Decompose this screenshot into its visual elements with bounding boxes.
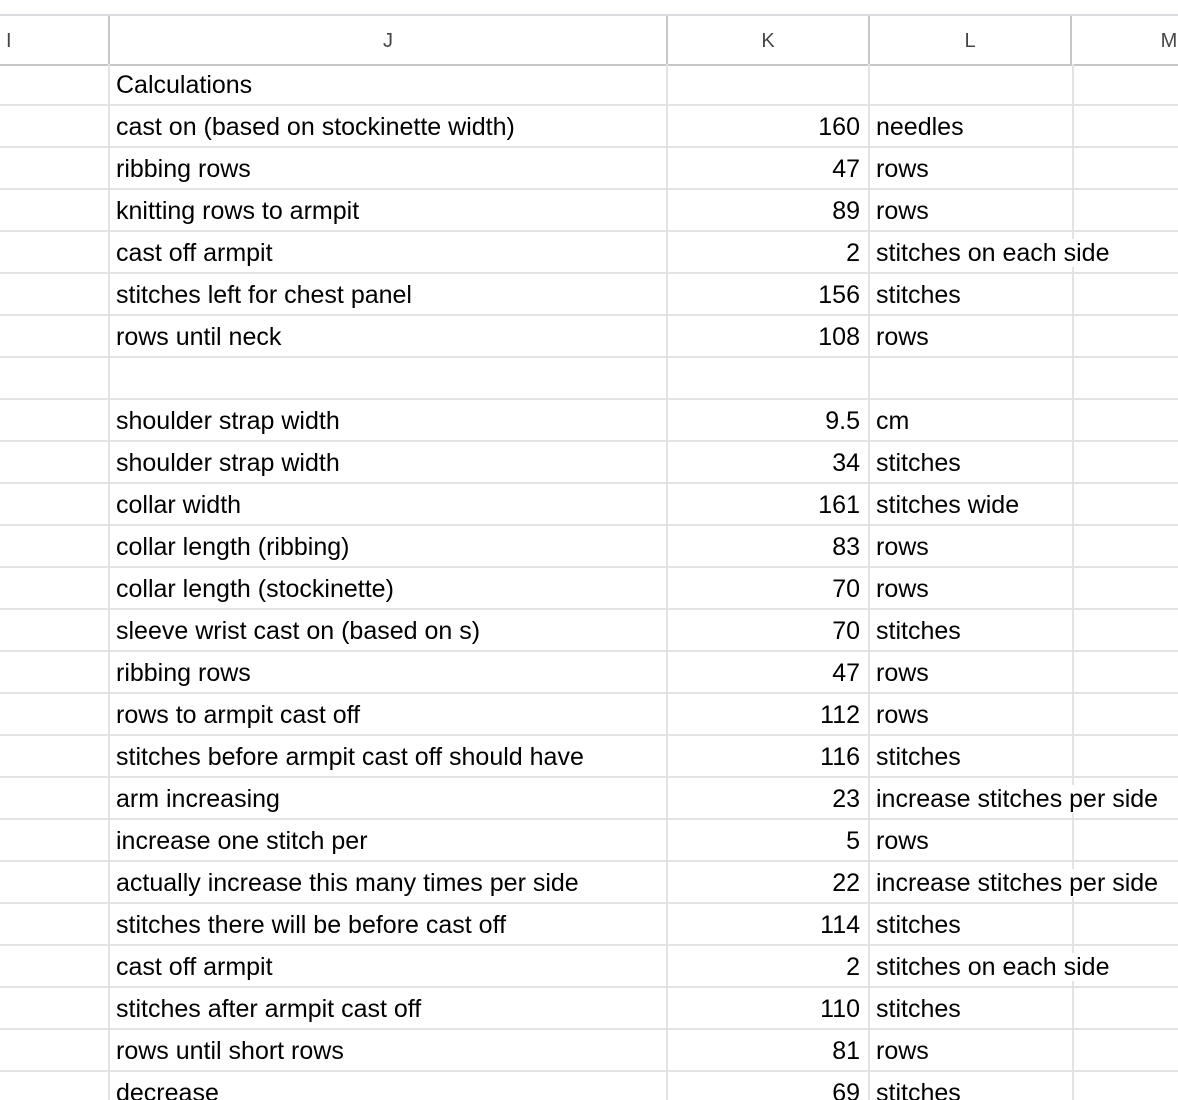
cell-i[interactable] <box>0 442 110 482</box>
cell-label[interactable]: ribbing rows <box>110 652 668 692</box>
cell-m[interactable] <box>1072 610 1178 650</box>
cell-value[interactable]: 83 <box>668 526 870 566</box>
cell-value[interactable]: 47 <box>668 148 870 188</box>
column-header-i[interactable]: I <box>0 16 110 64</box>
cell-unit[interactable] <box>870 358 1072 398</box>
cell-m[interactable] <box>1072 820 1178 860</box>
cell-i[interactable] <box>0 106 110 146</box>
cell-label[interactable]: sleeve wrist cast on (based on s) <box>110 610 668 650</box>
cell-unit[interactable] <box>870 274 1072 314</box>
table-row <box>0 106 1178 148</box>
cell-unit[interactable] <box>870 148 1072 188</box>
cell-i[interactable] <box>0 190 110 230</box>
cell-label[interactable]: cast off armpit <box>110 946 668 986</box>
cell-unit[interactable] <box>870 988 1072 1028</box>
table-row <box>0 778 1178 820</box>
cell-label[interactable]: actually increase this many times per side <box>110 862 668 902</box>
cell-i[interactable] <box>0 484 110 524</box>
cell-label[interactable]: decrease <box>110 1072 668 1100</box>
cell-value[interactable]: 114 <box>668 904 870 944</box>
cell-m[interactable] <box>1072 736 1178 776</box>
table-row <box>0 904 1178 946</box>
cell-value[interactable]: 23 <box>668 778 870 818</box>
cell-value[interactable]: 110 <box>668 988 870 1028</box>
cell-i[interactable] <box>0 610 110 650</box>
cell-m[interactable] <box>1072 274 1178 314</box>
cell-label[interactable]: rows to armpit cast off <box>110 694 668 734</box>
cell-m[interactable] <box>1072 484 1178 524</box>
table-row <box>0 652 1178 694</box>
cell-value[interactable]: 156 <box>668 274 870 314</box>
cell-value[interactable]: 47 <box>668 652 870 692</box>
cell-value[interactable]: 5 <box>668 820 870 860</box>
column-header-l[interactable]: L <box>870 16 1072 64</box>
cell-unit[interactable] <box>870 232 1110 272</box>
cell-label[interactable]: arm increasing <box>110 778 668 818</box>
cell-unit-text <box>876 365 878 393</box>
cell-value[interactable]: 34 <box>668 442 870 482</box>
cell-i[interactable] <box>0 862 110 902</box>
cell-value[interactable]: 69 <box>668 1072 870 1100</box>
cell-i[interactable] <box>0 400 110 440</box>
cell-label[interactable]: stitches before armpit cast off should have <box>110 736 668 776</box>
cell-i[interactable] <box>0 652 110 692</box>
cell-m[interactable] <box>1072 568 1178 608</box>
cell-unit-text: increase stitches per side <box>876 785 1159 813</box>
table-row <box>0 148 1178 190</box>
cell-i[interactable] <box>0 904 110 944</box>
cell-value[interactable]: 161 <box>668 484 870 524</box>
cell-m[interactable] <box>1072 1030 1178 1070</box>
cell-label[interactable]: collar length (stockinette) <box>110 568 668 608</box>
cell-i[interactable] <box>0 778 110 818</box>
cell-value[interactable]: 108 <box>668 316 870 356</box>
cell-m[interactable] <box>1072 988 1178 1028</box>
cell-i[interactable] <box>0 820 110 860</box>
column-header-j[interactable]: J <box>110 16 668 64</box>
table-row <box>0 946 1178 988</box>
cell-unit-text: stitches <box>876 911 961 939</box>
cell-unit-text: rows <box>876 197 929 225</box>
table-row <box>0 190 1178 232</box>
cell-label[interactable]: collar length (ribbing) <box>110 526 668 566</box>
cell-m[interactable] <box>1072 190 1178 230</box>
cell-unit[interactable] <box>870 610 1072 650</box>
cell-i[interactable] <box>0 316 110 356</box>
table-row <box>0 358 1178 400</box>
cell-m[interactable] <box>1072 400 1178 440</box>
cell-unit[interactable] <box>870 442 1072 482</box>
cell-i[interactable] <box>0 274 110 314</box>
cell-m[interactable] <box>1072 442 1178 482</box>
column-header-m[interactable]: M <box>1072 16 1178 64</box>
toolbar-edge <box>0 0 1178 14</box>
cell-unit-text: rows <box>876 155 929 183</box>
cell-value[interactable]: 22 <box>668 862 870 902</box>
cell-i[interactable] <box>0 148 110 188</box>
cell-value[interactable]: 160 <box>668 106 870 146</box>
cell-value[interactable]: 70 <box>668 610 870 650</box>
cell-label[interactable]: knitting rows to armpit <box>110 190 668 230</box>
cell-i[interactable] <box>0 358 110 398</box>
cell-unit-text: stitches <box>876 1079 963 1100</box>
cell-value[interactable]: 116 <box>668 736 870 776</box>
cell-i[interactable] <box>0 736 110 776</box>
cell-label[interactable]: rows until short rows <box>110 1030 668 1070</box>
cell-m[interactable] <box>1072 316 1178 356</box>
cell-unit[interactable] <box>870 568 1072 608</box>
cell-m[interactable] <box>1072 148 1178 188</box>
cell-unit-text: stitches on each side <box>876 239 1110 267</box>
cell-unit-text: rows <box>876 323 929 351</box>
cell-unit[interactable] <box>870 526 1072 566</box>
table-row <box>0 526 1178 568</box>
cell-unit-text: cm <box>876 407 910 435</box>
cell-unit[interactable] <box>870 652 1072 692</box>
table-row <box>0 820 1178 862</box>
cell-unit[interactable] <box>870 820 1072 860</box>
table-row <box>0 610 1178 652</box>
cell-value[interactable]: 2 <box>668 946 870 986</box>
cell-unit[interactable] <box>870 946 1110 986</box>
cell-label[interactable]: stitches left for chest panel <box>110 274 668 314</box>
table-row <box>0 316 1178 358</box>
cell-value[interactable]: 112 <box>668 694 870 734</box>
cell-unit-text: stitches <box>876 995 961 1023</box>
cell-label[interactable]: collar width <box>110 484 668 524</box>
cell-unit[interactable] <box>870 904 1072 944</box>
column-header-k[interactable]: K <box>668 16 870 64</box>
cell-m[interactable] <box>1072 64 1178 104</box>
table-row <box>0 862 1178 904</box>
table-row <box>0 232 1178 274</box>
cell-unit-text: rows <box>876 659 929 687</box>
table-row <box>0 568 1178 610</box>
cell-label[interactable]: Calculations <box>110 64 668 104</box>
cell-m[interactable] <box>1072 904 1178 944</box>
cell-value[interactable]: 81 <box>668 1030 870 1070</box>
column-header-row <box>0 14 1178 66</box>
table-row <box>0 1030 1178 1072</box>
cell-unit[interactable] <box>870 400 1072 440</box>
cell-value[interactable]: 89 <box>668 190 870 230</box>
table-row <box>0 1072 1178 1100</box>
cell-label[interactable]: ribbing rows <box>110 148 668 188</box>
table-row <box>0 736 1178 778</box>
cell-value[interactable]: 70 <box>668 568 870 608</box>
table-row <box>0 442 1178 484</box>
cell-i[interactable] <box>0 64 110 104</box>
cell-m[interactable] <box>1072 358 1178 398</box>
cell-unit[interactable] <box>870 64 1072 104</box>
cell-unit[interactable] <box>870 694 1072 734</box>
cell-label[interactable]: shoulder strap width <box>110 400 668 440</box>
cell-m[interactable] <box>1072 652 1178 692</box>
cell-unit-text: rows <box>876 533 929 561</box>
table-row <box>0 694 1178 736</box>
cell-unit-text: stitches wide <box>876 491 1020 519</box>
cell-m[interactable] <box>1072 694 1178 734</box>
data-rows <box>0 64 1178 1100</box>
cell-label[interactable]: cast on (based on stockinette width) <box>110 106 668 146</box>
cell-value[interactable] <box>668 358 870 398</box>
cell-unit-text <box>876 71 878 99</box>
cell-label[interactable]: stitches there will be before cast off <box>110 904 668 944</box>
cell-label[interactable]: increase one stitch per <box>110 820 668 860</box>
cell-unit-text: stitches <box>876 281 961 309</box>
cell-value[interactable] <box>668 64 870 104</box>
table-row <box>0 64 1178 106</box>
cell-unit[interactable] <box>870 736 1072 776</box>
cell-unit[interactable] <box>870 862 1159 902</box>
cell-m[interactable] <box>1072 526 1178 566</box>
cell-unit-text: rows <box>876 575 929 603</box>
cell-unit-text: stitches <box>876 617 961 645</box>
cell-i[interactable] <box>0 694 110 734</box>
cell-unit-text: rows <box>876 827 929 855</box>
table-row <box>0 400 1178 442</box>
cell-i[interactable] <box>0 946 110 986</box>
cell-unit-text: rows <box>876 1037 929 1065</box>
cell-unit[interactable] <box>870 484 1072 524</box>
table-row <box>0 988 1178 1030</box>
cell-i[interactable] <box>0 568 110 608</box>
table-row <box>0 274 1178 316</box>
cell-label[interactable]: shoulder strap width <box>110 442 668 482</box>
cell-unit-text: increase stitches per side <box>876 869 1159 897</box>
cell-unit[interactable] <box>870 1072 1072 1100</box>
cell-label[interactable]: stitches after armpit cast off <box>110 988 668 1028</box>
table-row <box>0 484 1178 526</box>
cell-label[interactable]: rows until neck <box>110 316 668 356</box>
cell-value[interactable]: 2 <box>668 232 870 272</box>
cell-i[interactable] <box>0 1030 110 1070</box>
cell-i[interactable] <box>0 1072 110 1100</box>
cell-unit-text: stitches <box>876 449 961 477</box>
cell-m[interactable] <box>1072 106 1178 146</box>
cell-unit[interactable] <box>870 1030 1072 1070</box>
cell-unit[interactable] <box>870 778 1159 818</box>
cell-unit-text: needles <box>876 113 964 141</box>
cell-i[interactable] <box>0 232 110 272</box>
cell-i[interactable] <box>0 526 110 566</box>
cell-unit-text: stitches <box>876 743 961 771</box>
cell-value[interactable]: 9.5 <box>668 400 870 440</box>
cell-label[interactable]: cast off armpit <box>110 232 668 272</box>
cell-unit-text: stitches on each side <box>876 953 1110 981</box>
cell-label[interactable] <box>110 358 668 398</box>
cell-unit-text: rows <box>876 701 929 729</box>
cell-unit[interactable] <box>870 190 1072 230</box>
cell-unit[interactable] <box>870 106 1072 146</box>
cell-unit[interactable] <box>870 316 1072 356</box>
cell-i[interactable] <box>0 988 110 1028</box>
cell-m[interactable] <box>1072 1072 1178 1100</box>
